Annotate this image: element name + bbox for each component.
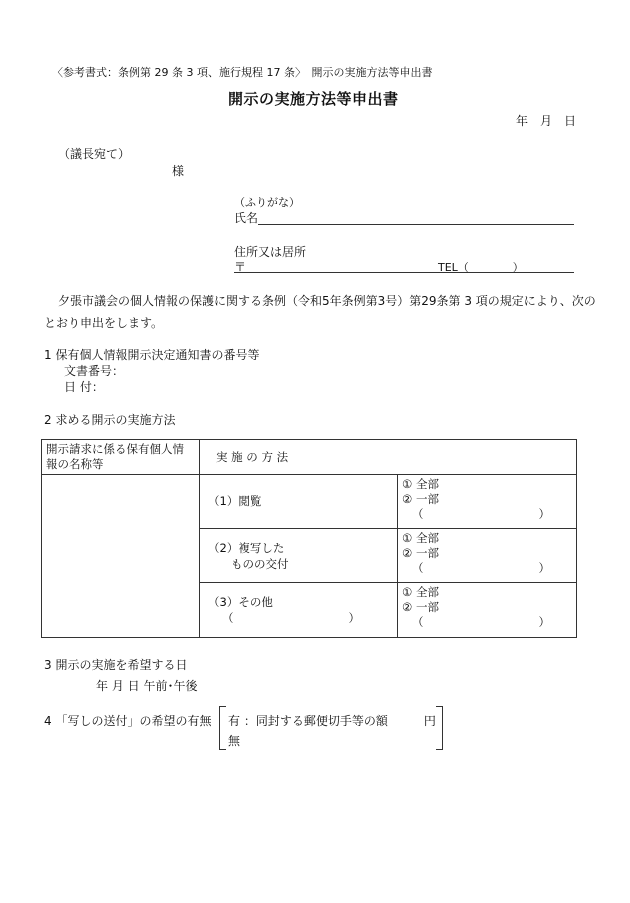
doc-number-label: 文書番号： xyxy=(64,364,125,378)
table-row xyxy=(200,475,398,529)
address-field-line[interactable] xyxy=(234,272,574,273)
option-yes[interactable]: 有 ：同封する郵便切手等の額 円 xyxy=(228,714,436,728)
method-label: （3）その他 xyxy=(208,595,273,609)
right-bracket xyxy=(436,706,443,750)
name-field-line[interactable] xyxy=(258,224,574,225)
table-row xyxy=(200,529,398,583)
section2-heading: 2 求める開示の実施方法 xyxy=(44,413,176,427)
table-header-right: 実 施 の 方 法 xyxy=(200,440,577,475)
postal-mark: 〒 xyxy=(234,260,247,274)
option-paren: （ ） xyxy=(412,561,550,575)
section4-heading: 4 「写しの送付」の希望の有無 xyxy=(44,714,212,728)
reference-note: 〈参考書式：条例第 29 条 3 項、施行規程 17 条〉 開示の実施方法等申出書 xyxy=(52,66,433,79)
section1-heading: 1 保有個人情報開示決定通知書の番号等 xyxy=(44,348,260,362)
table-row xyxy=(200,583,398,638)
date-line: 年 月 日 xyxy=(516,114,577,128)
method-label: （1）閲覧 xyxy=(208,494,262,508)
method-other-paren[interactable]: （ ） xyxy=(222,611,360,625)
name-label: 氏名 xyxy=(234,211,259,225)
method-label: （2）複写した xyxy=(208,541,285,555)
left-bracket xyxy=(219,706,226,750)
option-paren: （ ） xyxy=(412,615,550,629)
option-all[interactable]: ① 全部 xyxy=(402,585,439,599)
option-paren: （ ） xyxy=(412,507,550,521)
addressee-honorific: 様 xyxy=(172,164,185,178)
option-no[interactable]: 無 xyxy=(228,734,241,748)
desired-date[interactable]: 年 月 日 午前･午後 xyxy=(96,679,198,693)
info-name-cell[interactable] xyxy=(42,475,200,638)
section3-heading: 3 開示の実施を希望する日 xyxy=(44,658,188,672)
address-label: 住所又は居所 xyxy=(234,245,307,259)
option-part[interactable]: ② 一部 xyxy=(402,600,439,614)
addressee-recipient: （議長宛て） xyxy=(58,147,131,161)
option-cell[interactable] xyxy=(398,583,577,638)
option-cell[interactable] xyxy=(398,475,577,529)
option-part[interactable]: ② 一部 xyxy=(402,546,439,560)
document-title: 開示の実施方法等申出書 xyxy=(228,90,399,108)
table-header-left: 開示請求に係る保有個人情報の名称等 xyxy=(42,440,200,475)
doc-date-label: 日 付： xyxy=(64,380,104,394)
tel-label: TEL（ ） xyxy=(438,261,524,274)
intro-line-2: とおり申出をします。 xyxy=(44,316,164,330)
intro-line-1: 夕張市議会の個人情報の保護に関する条例（令和5年条例第3号）第29条第 3 項の規定により、次の xyxy=(58,294,596,308)
disclosure-method-table xyxy=(41,439,577,638)
method-label-2: ものの交付 xyxy=(208,557,289,571)
furigana-label: （ふりがな） xyxy=(234,196,300,209)
option-cell[interactable] xyxy=(398,529,577,583)
option-all[interactable]: ① 全部 xyxy=(402,531,439,545)
option-part[interactable]: ② 一部 xyxy=(402,492,439,506)
option-all[interactable]: ① 全部 xyxy=(402,477,439,491)
